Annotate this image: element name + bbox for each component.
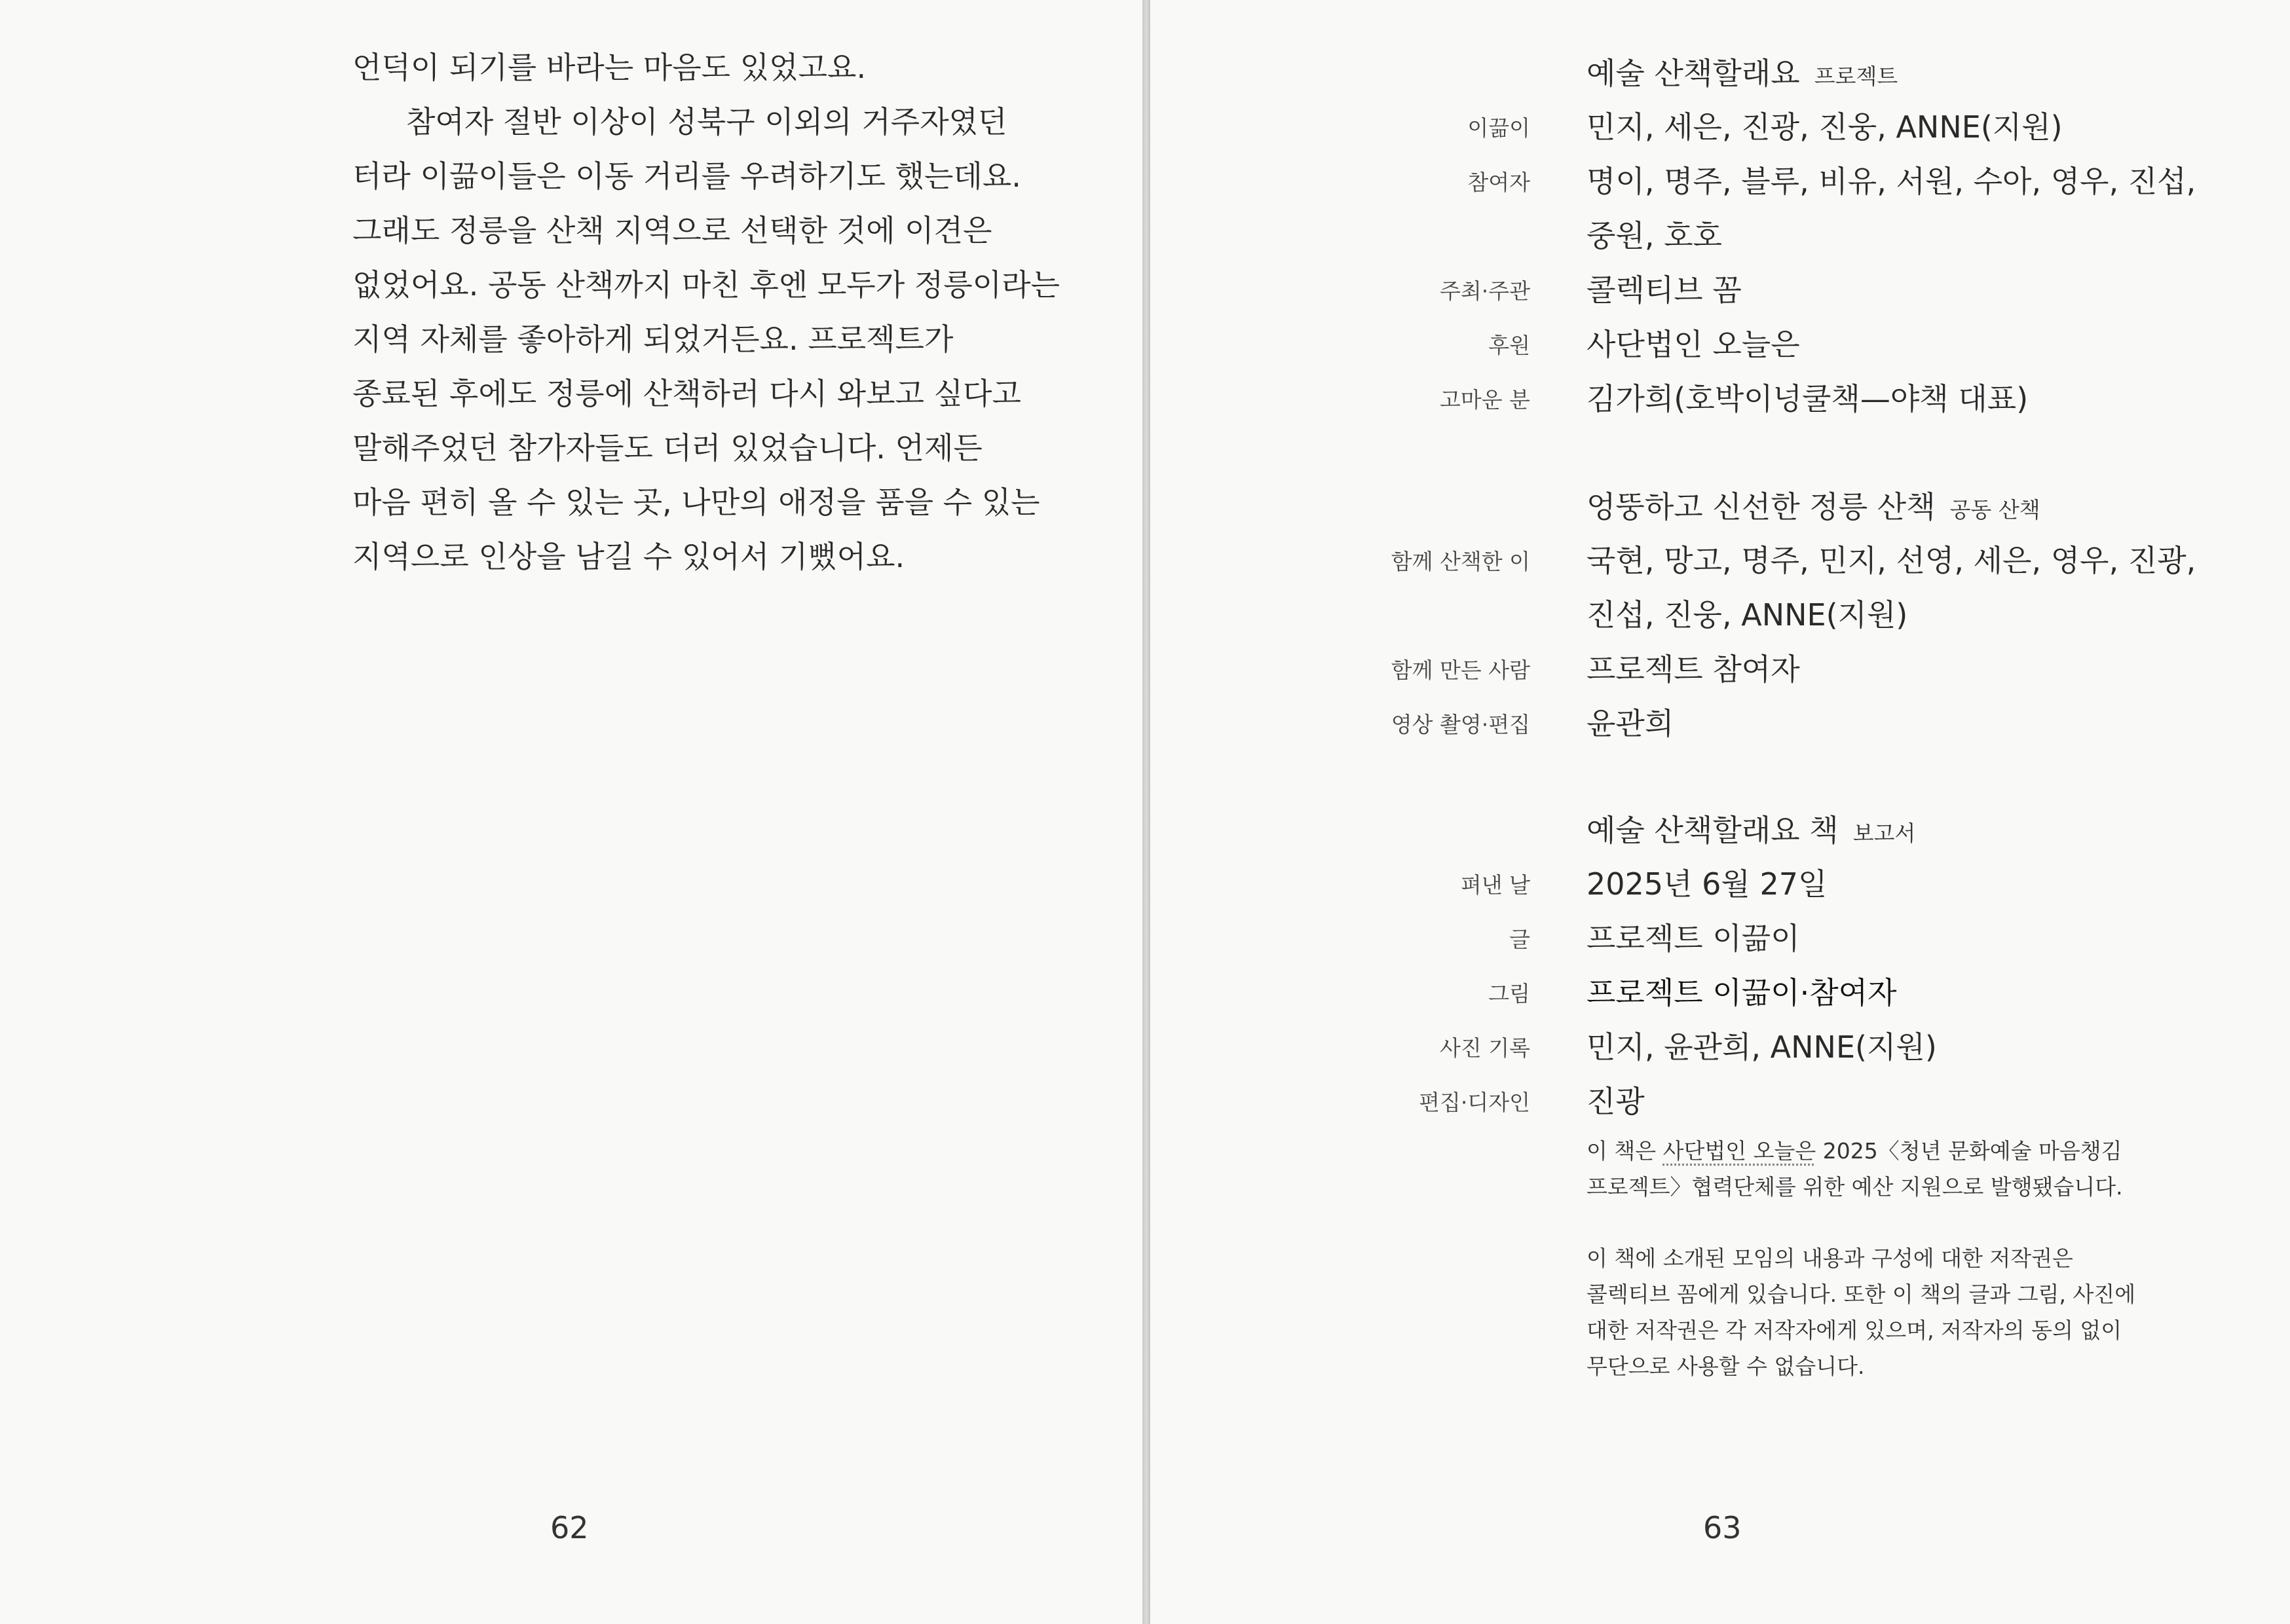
note-text: 2025〈청년 문화예술 마음챙김 — [1816, 1138, 2122, 1164]
credit-label: 글 — [1509, 927, 1530, 952]
copyright-note — [1586, 1240, 2135, 1384]
note-text: 이 책은 — [1586, 1138, 1663, 1164]
credit-value: 콜렉티브 꼼 — [1586, 272, 1742, 308]
section-title-text: 예술 산책할래요 — [1586, 56, 1800, 91]
credit-value-cont: 중원, 호호 — [1586, 218, 1722, 253]
body-line: 종료된 후에도 정릉에 산책하러 다시 와보고 싶다고 — [352, 376, 1021, 411]
page-number-right: 63 — [1703, 1510, 1742, 1545]
section-title — [1586, 50, 1898, 93]
credit-value: 민지, 윤관희, ANNE(지원) — [1586, 1029, 1937, 1065]
section-tag: 보고서 — [1852, 821, 1916, 846]
credit-value: 명이, 명주, 블루, 비유, 서원, 수아, 영우, 진섭, — [1586, 164, 2196, 199]
credit-label: 이끎이 — [1467, 115, 1530, 141]
body-line: 터라 이끎이들은 이동 거리를 우려하기도 했는데요. — [352, 158, 1021, 194]
credit-label: 고마운 분 — [1439, 387, 1530, 413]
section-title — [1586, 483, 2040, 526]
credit-value-cont: 진섭, 진웅, ANNE(지원) — [1586, 597, 1908, 633]
page-number-left: 62 — [550, 1510, 589, 1545]
credit-label: 편집·디자인 — [1419, 1090, 1530, 1115]
credit-value: 국현, 망고, 명주, 민지, 선영, 세은, 영우, 진광, — [1586, 543, 2196, 578]
body-line: 지역으로 인상을 남길 수 있어서 기뻤어요. — [352, 539, 905, 574]
body-line: 말해주었던 참가자들도 더러 있었습니다. 언제든 — [352, 430, 983, 466]
sponsor-org-text: 사단법인 오늘은 — [1662, 1138, 1816, 1164]
credit-label: 영상 촬영·편집 — [1391, 712, 1530, 737]
book-gutter — [1142, 0, 1150, 1624]
credit-value: 사단법인 오늘은 — [1586, 327, 1800, 362]
section-tag: 공동 산책 — [1949, 497, 2040, 523]
section-tag: 프로젝트 — [1814, 64, 1898, 89]
section-title — [1586, 807, 1915, 850]
body-line: 지역 자체를 좋아하게 되었거든요. 프로젝트가 — [352, 322, 954, 357]
section-title-text: 예술 산책할래요 책 — [1586, 813, 1839, 848]
credit-value: 프로젝트 이끎이 — [1586, 921, 1800, 956]
note-text: 이 책에 소개된 모임의 내용과 구성에 대한 저작권은 — [1586, 1246, 2073, 1271]
credit-label: 함께 산책한 이 — [1391, 549, 1530, 574]
credit-label: 주최·주관 — [1439, 278, 1530, 304]
credit-value: 프로젝트 참여자 — [1586, 652, 1800, 687]
credit-label: 후원 — [1488, 333, 1530, 358]
credit-label: 참여자 — [1467, 170, 1530, 195]
body-line: 참여자 절반 이상이 성북구 이외의 거주자였던 — [406, 104, 1007, 139]
credit-value: 진광 — [1586, 1084, 1645, 1119]
note-text: 대한 저작권은 각 저작자에게 있으며, 저작자의 동의 없이 — [1586, 1318, 2122, 1343]
credit-value: 민지, 세은, 진광, 진웅, ANNE(지원) — [1586, 109, 2063, 145]
note-text: 콜렉티브 꼼에게 있습니다. 또한 이 책의 글과 그림, 사진에 — [1586, 1282, 2136, 1307]
credit-value: 2025년 6월 27일 — [1586, 866, 1828, 902]
section-title-text: 엉뚱하고 신선한 정릉 산책 — [1586, 489, 1936, 525]
body-line: 언덕이 되기를 바라는 마음도 있었고요. — [352, 50, 867, 85]
body-line: 마음 편히 올 수 있는 곳, 나만의 애정을 품을 수 있는 — [352, 485, 1040, 520]
note-text: 무단으로 사용할 수 없습니다. — [1586, 1354, 1865, 1379]
body-line: 없었어요. 공동 산책까지 마친 후엔 모두가 정릉이라는 — [352, 267, 1060, 303]
credit-value: 윤관희 — [1586, 706, 1674, 741]
credit-label: 함께 만든 사람 — [1391, 657, 1530, 683]
credit-value: 프로젝트 이끎이·참여자 — [1586, 975, 1897, 1010]
credit-label: 펴낸 날 — [1460, 872, 1530, 898]
credit-label: 사진 기록 — [1439, 1035, 1530, 1061]
note-text: 프로젝트〉협력단체를 위한 예산 지원으로 발행됐습니다. — [1586, 1174, 2123, 1200]
credit-value: 김가희(호박이넝쿨책—야책 대표) — [1586, 381, 2029, 416]
funding-note — [1586, 1133, 2123, 1205]
body-line: 그래도 정릉을 산책 지역으로 선택한 것에 이견은 — [352, 213, 992, 248]
credit-label: 그림 — [1488, 981, 1530, 1006]
